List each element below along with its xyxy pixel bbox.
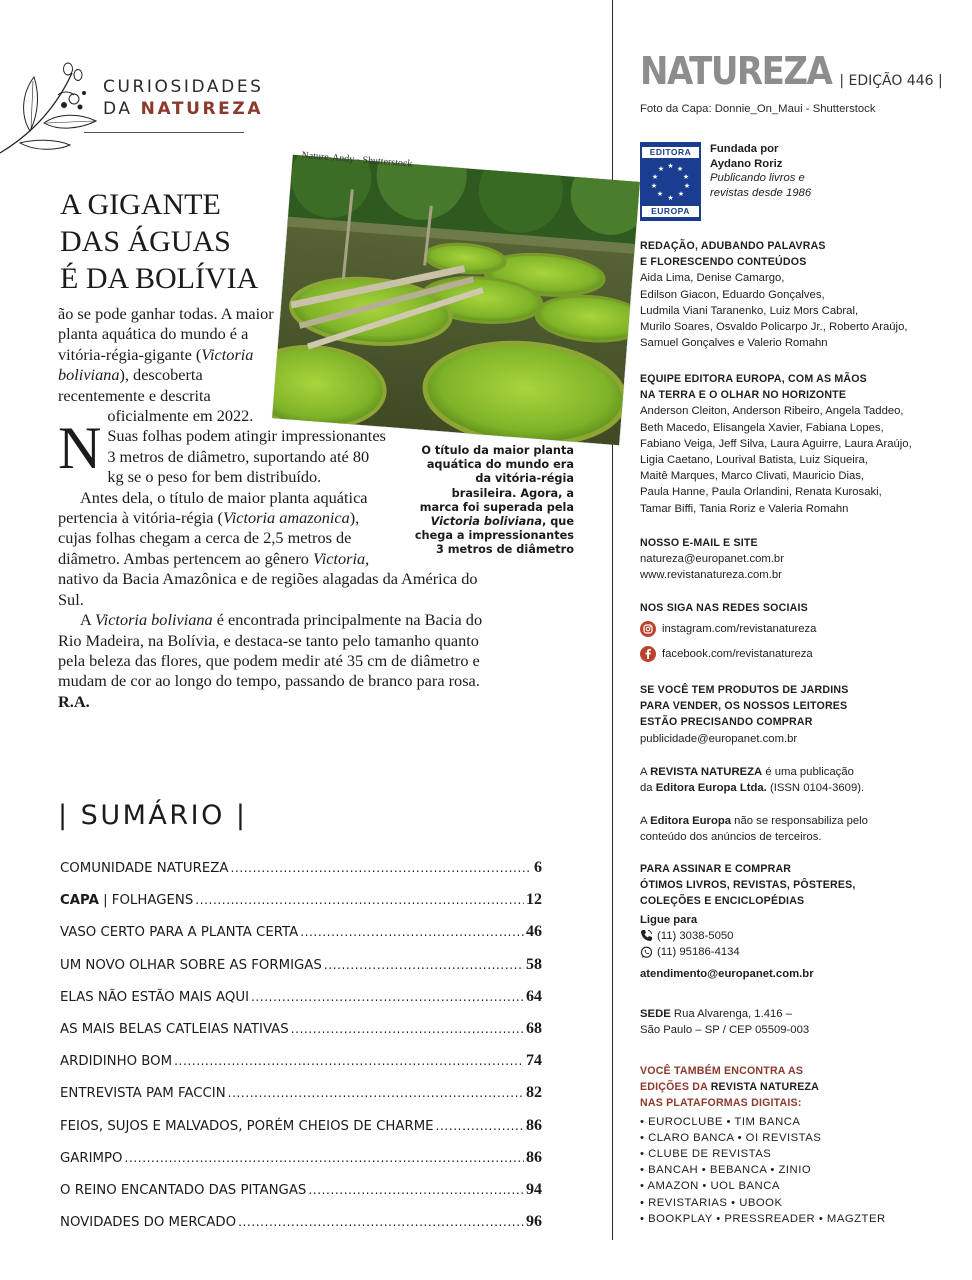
cover-photo-credit: Foto da Capa: Donnie_On_Maui - Shutterstock xyxy=(640,103,876,115)
ads-email[interactable]: publicidade@europanet.com.br xyxy=(640,732,798,745)
call-label: Ligue para xyxy=(640,913,698,926)
contact-email[interactable]: natureza@europanet.com.br xyxy=(640,553,784,566)
facebook-icon xyxy=(640,646,656,662)
toc-leader-dots xyxy=(436,1114,524,1138)
digital-platforms: VOCÊ TAMBÉM ENCONTRA AS EDIÇÕES DA REVISTA NATUREZA NAS PLATAFORMAS DIGITAIS: • EUROCLUBE • TIM BANCA • CLARO BANCA • OI REVISTAS • CLUBE DE REVISTAS • BANCAH • BEBANCA • ZINIO • AMAZON • UOL BANCA • REVISTARIAS • UBOOK • BOOKPLAY • PRESSREADER • MAGZTER xyxy=(640,1063,940,1227)
platform-line: • BANCAH • BEBANCA • ZINIO xyxy=(640,1164,812,1177)
instagram-icon xyxy=(640,621,656,637)
subscription-block: PARA ASSINAR E COMPRAR ÓTIMOS LIVROS, REVISTAS, PÔSTERES, COLEÇÕES E ENCICLOPÉDIAS Ligue para (11) 3038-5050 (11) 95186-4134 atendimento@europanet.com.br xyxy=(640,861,940,982)
toc-leader-dots xyxy=(300,920,524,944)
toc-item-catleias[interactable]: AS MAIS BELAS CATLEIAS NATIVAS ..... 68 xyxy=(60,1017,542,1049)
contact-block: NOSSO E-MAIL E SITE natureza@europanet.com.br www.revistanatureza.com.br xyxy=(640,535,940,584)
toc-leader-dots xyxy=(308,1178,524,1202)
toc-leader-dots xyxy=(174,1049,524,1073)
contact-site[interactable]: www.revistanatureza.com.br xyxy=(640,569,782,582)
branch-illustration xyxy=(0,55,110,155)
section-title-line1: CURIOSIDADES xyxy=(103,77,264,97)
svg-text:★: ★ xyxy=(682,173,690,181)
toc-page: 46 xyxy=(526,923,542,941)
svg-text:★: ★ xyxy=(676,165,684,173)
advertising-block: SE VOCÊ TEM PRODUTOS DE JARDINS PARA VENDER, OS NOSSOS LEITORES ESTÃO PRECISANDO COMPRAR publicidade@europanet.com.br xyxy=(640,682,940,747)
toc-item-pitangas[interactable]: O REINO ENCANTADO DAS PITANGAS ..... 94 xyxy=(60,1178,542,1210)
toc-leader-dots xyxy=(251,985,524,1009)
headline-line-2: DAS ÁGUAS xyxy=(60,225,231,258)
headquarters: SEDE Rua Alvarenga, 1.416 – São Paulo – SP / CEP 05509-003 xyxy=(640,1008,810,1037)
eu-stars-icon xyxy=(648,159,693,205)
toc-item-garimpo[interactable]: GARIMPO ..... 86 xyxy=(60,1146,542,1178)
publisher-logo-top: EDITORA xyxy=(642,147,699,158)
redacao-block: REDAÇÃO, ADUBANDO PALAVRAS E FLORESCENDO CONTEÚDOS Aida Lima, Denise Camargo, Edilson Giacon, Eduardo Gonçalves, Ludmila Viani Taranenko, Luiz Mors Cabral, Murilo Soares, Osvaldo Policarpo Jr., Roberto Araújo, Samuel Gonçalves e Valerio Romahn xyxy=(640,240,908,350)
phone-landline[interactable]: (11) 3038-5050 xyxy=(640,928,940,944)
photo-credit: Nature-Andy - Shutterstock xyxy=(301,150,413,170)
svg-text:★: ★ xyxy=(657,165,665,173)
svg-text:★: ★ xyxy=(667,194,674,202)
phone-whatsapp[interactable]: (11) 95186-4134 xyxy=(640,944,940,960)
toc-page: 82 xyxy=(526,1084,542,1102)
toc-page: 58 xyxy=(526,955,542,973)
platform-line: • CLARO BANCA • OI REVISTAS xyxy=(640,1131,822,1144)
toc-leader-dots xyxy=(238,1210,524,1234)
photo-caption: O título da maior planta aquática do mundo era da vitória-régia brasileira. Agora, a marca foi superada pela Victoria boliviana, que chega a impressionantes 3 metros de diâmetro xyxy=(414,444,574,557)
drop-cap: N xyxy=(58,415,102,481)
toc-item-ardidinho[interactable]: ARDIDINHO BOM ..... 74 xyxy=(60,1049,542,1081)
toc-item-capa[interactable]: CAPA | FOLHAGENS ..... 12 xyxy=(60,888,542,920)
magazine-masthead xyxy=(640,49,943,94)
toc-leader-dots xyxy=(125,1146,524,1170)
toc-leader-dots xyxy=(228,1081,524,1105)
phone-icon xyxy=(640,929,653,942)
equipe-block: EQUIPE EDITORA EUROPA, COM AS MÃOS NA TERRA E O OLHAR NO HORIZONTE Anderson Cleiton, Anderson Ribeiro, Angela Taddeo, Beth Macedo, Elisangela Xavier, Fabiana Lopes, Fabiano Veiga, Jeff Silva, Laura Aguirre, Laura Araújo, Ligia Caetano, Lourival Batista, Luiz Siqueira, Maitê Marques, Marco Clivati, Mauricio Dias, Paula Hanne, Paula Orlandini, Renata Kurosaki, Tamar Biffi, Tania Roriz e Valeria Romahn xyxy=(640,373,912,515)
section-title-accent: NATUREZA xyxy=(140,99,264,119)
headline-line-1: A GIGANTE xyxy=(60,188,221,221)
toc-leader-dots xyxy=(291,1017,524,1041)
svg-text:★: ★ xyxy=(667,162,674,170)
toc-leader-dots xyxy=(324,953,524,977)
svg-text:★: ★ xyxy=(683,182,691,190)
toc-item-entrevista[interactable]: ENTREVISTA PAM FACCIN ..... 82 xyxy=(60,1081,542,1113)
platform-line: • EUROCLUBE • TIM BANCA xyxy=(640,1115,801,1128)
toc-page: 6 xyxy=(534,859,542,876)
publisher-logo-bottom: EUROPA xyxy=(642,206,699,217)
table-of-contents xyxy=(60,856,542,1242)
svg-text:★: ★ xyxy=(651,173,659,181)
edition-number: | EDIÇÃO 446 | xyxy=(839,73,943,89)
instagram-link[interactable] xyxy=(640,616,940,641)
svg-text:★: ★ xyxy=(656,190,664,198)
author-initials: R.A. xyxy=(58,691,90,711)
facebook-link[interactable] xyxy=(640,641,940,666)
section-title-rule xyxy=(84,132,244,133)
article-headline xyxy=(60,186,300,297)
toc-leader-dots xyxy=(231,856,532,880)
toc-item-comunidade[interactable]: COMUNIDADE NATUREZA ..... 6 xyxy=(60,856,542,888)
toc-page: 86 xyxy=(526,1148,542,1166)
facebook-handle: facebook.com/revistanatureza xyxy=(662,647,813,660)
publisher-logo xyxy=(640,142,701,221)
service-email[interactable]: atendimento@europanet.com.br xyxy=(640,968,814,981)
toc-page: 68 xyxy=(526,1019,542,1037)
founded-info: Fundada por Aydano Roriz Publicando livros e revistas desde 1986 xyxy=(710,143,812,199)
toc-item-formigas[interactable]: UM NOVO OLHAR SOBRE AS FORMIGAS ..... 58 xyxy=(60,953,542,985)
toc-page: 12 xyxy=(526,891,542,909)
platform-line: • AMAZON • UOL BANCA xyxy=(640,1180,780,1193)
platform-line: • BOOKPLAY • PRESSREADER • MAGZTER xyxy=(640,1212,886,1225)
whatsapp-icon xyxy=(640,946,653,959)
toc-item-vaso[interactable]: VASO CERTO PARA A PLANTA CERTA ..... 46 xyxy=(60,920,542,952)
toc-page: 74 xyxy=(526,1052,542,1070)
svg-text:★: ★ xyxy=(677,190,685,198)
toc-page: 86 xyxy=(526,1116,542,1134)
toc-item-feios[interactable]: FEIOS, SUJOS E MALVADOS, PORÉM CHEIOS DE CHARME ..... 86 xyxy=(60,1114,542,1146)
toc-item-novidades[interactable]: NOVIDADES DO MERCADO ..... 96 xyxy=(60,1210,542,1242)
headline-line-3: É DA BOLÍVIA xyxy=(60,262,259,295)
platform-line: • REVISTARIAS • UBOOK xyxy=(640,1196,783,1209)
svg-text:★: ★ xyxy=(650,182,658,190)
section-title-prefix: DA xyxy=(103,99,141,119)
platform-line: • CLUBE DE REVISTAS xyxy=(640,1148,772,1161)
disclaimer: A Editora Europa não se responsabiliza pelo conteúdo dos anúncios de terceiros. xyxy=(640,815,868,844)
article-paragraph-1: N ão se pode ganhar todas. A maior planta aquática do mundo é a vitória-régia-gigante (Victoria boliviana), descoberta recentemente e descrita oficialmente em 2022. Suas folhas podem atingir impressionantes 3 metros de diâmetro, suportando até 80 kg se o peso for bem distribuído. xyxy=(58,304,386,487)
summary-title: | SUMÁRIO | xyxy=(58,800,248,831)
article-paragraph-3: A Victoria boliviana é encontrada principalmente na Bacia do Rio Madeira, na Bolívia, e destaca-se tanto pelo tamanho quanto pela beleza das flores, que podem medir até 35 cm de diâmetro e mudam de cor ao longo do tempo, passando de branco para rosa. R.A. xyxy=(58,610,483,711)
instagram-handle: instagram.com/revistanatureza xyxy=(662,622,817,635)
toc-leader-dots xyxy=(195,888,524,912)
magazine-logo: NATUREZA xyxy=(640,49,832,94)
toc-page: 94 xyxy=(526,1180,542,1198)
section-title-line2 xyxy=(103,98,264,120)
toc-item-elas[interactable]: ELAS NÃO ESTÃO MAIS AQUI ..... 64 xyxy=(60,985,542,1017)
social-block: NOS SIGA NAS REDES SOCIAIS instagram.com/revistanatureza facebook.com/revistanatureza xyxy=(640,600,940,666)
toc-page: 64 xyxy=(526,987,542,1005)
toc-page: 96 xyxy=(526,1213,542,1231)
section-title xyxy=(103,76,264,120)
publication-info: A REVISTA NATUREZA é uma publicação da Editora Europa Ltda. (ISSN 0104-3609). xyxy=(640,766,865,795)
article-paragraph-2: Antes dela, o título de maior planta aquática pertencia à vitória-régia (Victoria amazonica), cujas folhas chegam a cerca de 2,5 metros de diâmetro. Ambas pertencem ao gênero Victoria, nativo da Bacia Amazônica e de regiões alagadas da América do Sul. xyxy=(58,487,478,609)
